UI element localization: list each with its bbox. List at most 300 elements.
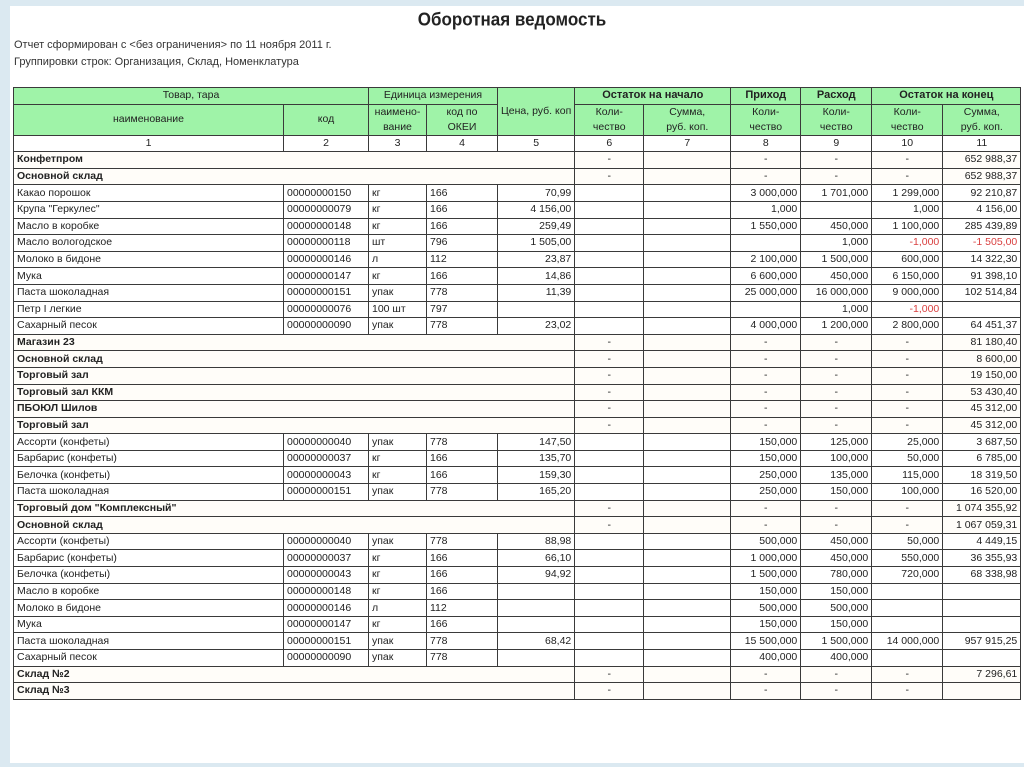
opening-sum <box>644 434 731 451</box>
expense-qty: 100,000 <box>801 450 872 467</box>
opening-qty: - <box>575 384 644 401</box>
opening-qty <box>575 484 644 501</box>
item-okei: 166 <box>427 185 498 202</box>
closing-sum: 92 210,87 <box>943 185 1021 202</box>
turnover-table <box>13 87 1021 700</box>
item-unit: кг <box>369 583 427 600</box>
opening-sum <box>644 616 731 633</box>
header-row-1 <box>14 88 1021 105</box>
closing-sum: 16 520,00 <box>943 484 1021 501</box>
income-qty: - <box>731 401 801 418</box>
opening-qty <box>575 567 644 584</box>
col-number: 9 <box>801 135 872 152</box>
item-okei: 166 <box>427 550 498 567</box>
item-price <box>498 650 575 667</box>
income-qty: - <box>731 367 801 384</box>
header-name: наименование <box>14 104 284 135</box>
item-okei: 778 <box>427 484 498 501</box>
opening-qty: - <box>575 152 644 169</box>
warehouse-row <box>14 351 1021 368</box>
item-unit: кг <box>369 185 427 202</box>
opening-sum <box>644 351 731 368</box>
item-name: Белочка (конфеты) <box>14 567 284 584</box>
income-qty: 250,000 <box>731 484 801 501</box>
closing-qty: 6 150,000 <box>872 268 943 285</box>
closing-sum: -1 505,00 <box>943 235 1021 252</box>
warehouse-row <box>14 367 1021 384</box>
item-code: 00000000040 <box>284 533 369 550</box>
expense-qty: 450,000 <box>801 218 872 235</box>
item-code: 00000000090 <box>284 650 369 667</box>
item-okei: 166 <box>427 567 498 584</box>
header-close-sum: Сумма, руб. коп. <box>943 104 1021 135</box>
income-qty: 1 550,000 <box>731 218 801 235</box>
opening-sum <box>644 218 731 235</box>
closing-sum: 81 180,40 <box>943 334 1021 351</box>
opening-qty <box>575 218 644 235</box>
item-code: 00000000148 <box>284 583 369 600</box>
opening-qty <box>575 450 644 467</box>
closing-qty: 1 100,000 <box>872 218 943 235</box>
income-qty: - <box>731 168 801 185</box>
header-income: Приход <box>731 88 801 105</box>
opening-qty <box>575 633 644 650</box>
opening-sum <box>644 334 731 351</box>
expense-qty: - <box>801 152 872 169</box>
opening-qty: - <box>575 683 644 700</box>
item-unit: кг <box>369 550 427 567</box>
item-unit: упак <box>369 284 427 301</box>
item-okei: 778 <box>427 650 498 667</box>
closing-qty: - <box>872 367 943 384</box>
opening-sum <box>644 666 731 683</box>
opening-qty <box>575 533 644 550</box>
closing-sum: 19 150,00 <box>943 367 1021 384</box>
closing-sum: 1 074 355,92 <box>943 500 1021 517</box>
item-unit: кг <box>369 218 427 235</box>
opening-sum <box>644 633 731 650</box>
opening-sum <box>644 583 731 600</box>
income-qty: - <box>731 417 801 434</box>
income-qty: 150,000 <box>731 616 801 633</box>
income-qty: 3 000,000 <box>731 185 801 202</box>
item-name: Молоко в бидоне <box>14 600 284 617</box>
col-number: 1 <box>14 135 284 152</box>
warehouse-name: Торговый зал ККМ <box>14 384 575 401</box>
opening-sum <box>644 517 731 534</box>
item-okei: 166 <box>427 616 498 633</box>
item-name: Масло в коробке <box>14 218 284 235</box>
col-number: 2 <box>284 135 369 152</box>
opening-qty: - <box>575 401 644 418</box>
income-qty: - <box>731 152 801 169</box>
expense-qty: - <box>801 683 872 700</box>
item-name: Ассорти (конфеты) <box>14 533 284 550</box>
closing-sum: 68 338,98 <box>943 567 1021 584</box>
item-row <box>14 650 1021 667</box>
closing-qty: 1,000 <box>872 201 943 218</box>
opening-qty <box>575 201 644 218</box>
closing-sum: 4 156,00 <box>943 201 1021 218</box>
closing-sum <box>943 301 1021 318</box>
item-okei: 166 <box>427 467 498 484</box>
item-unit: л <box>369 251 427 268</box>
item-row <box>14 600 1021 617</box>
closing-qty: - <box>872 351 943 368</box>
header-closing: Остаток на конец <box>872 88 1021 105</box>
item-name: Ассорти (конфеты) <box>14 434 284 451</box>
col-number: 4 <box>427 135 498 152</box>
opening-qty <box>575 318 644 335</box>
header-price <box>498 88 575 136</box>
income-qty: - <box>731 500 801 517</box>
item-code: 00000000037 <box>284 450 369 467</box>
opening-qty: - <box>575 417 644 434</box>
item-unit: кг <box>369 450 427 467</box>
item-code: 00000000079 <box>284 201 369 218</box>
income-qty <box>731 235 801 252</box>
warehouse-row <box>14 168 1021 185</box>
closing-qty: - <box>872 168 943 185</box>
item-row <box>14 268 1021 285</box>
report-title: Оборотная ведомость <box>417 9 607 30</box>
item-name: Петр I легкие <box>14 301 284 318</box>
income-qty: 400,000 <box>731 650 801 667</box>
item-price: 165,20 <box>498 484 575 501</box>
item-name: Крупа "Геркулес" <box>14 201 284 218</box>
opening-sum <box>644 567 731 584</box>
item-code: 00000000043 <box>284 567 369 584</box>
closing-sum <box>943 600 1021 617</box>
expense-qty: - <box>801 351 872 368</box>
closing-qty: - <box>872 152 943 169</box>
item-okei: 112 <box>427 600 498 617</box>
organization-name: Торговый дом "Комплексный" <box>14 500 575 517</box>
warehouse-name: Торговый зал <box>14 367 575 384</box>
header-out-qty: Коли-чество <box>801 104 872 135</box>
header-in-qty: Коли-чество <box>731 104 801 135</box>
closing-sum: 45 312,00 <box>943 417 1021 434</box>
warehouse-row <box>14 666 1021 683</box>
item-price: 147,50 <box>498 434 575 451</box>
opening-qty: - <box>575 367 644 384</box>
item-code: 00000000146 <box>284 251 369 268</box>
closing-sum: 652 988,37 <box>943 152 1021 169</box>
closing-qty: 115,000 <box>872 467 943 484</box>
income-qty: 25 000,000 <box>731 284 801 301</box>
income-qty: 150,000 <box>731 450 801 467</box>
opening-sum <box>644 484 731 501</box>
opening-qty <box>575 251 644 268</box>
closing-qty: 550,000 <box>872 550 943 567</box>
item-code: 00000000151 <box>284 284 369 301</box>
expense-qty: 1 500,000 <box>801 251 872 268</box>
expense-qty: 1 200,000 <box>801 318 872 335</box>
closing-qty: - <box>872 334 943 351</box>
closing-qty: - <box>872 417 943 434</box>
opening-qty <box>575 600 644 617</box>
opening-qty <box>575 467 644 484</box>
expense-qty: 450,000 <box>801 533 872 550</box>
expense-qty: - <box>801 367 872 384</box>
item-name: Мука <box>14 268 284 285</box>
col-number: 5 <box>498 135 575 152</box>
income-qty: 150,000 <box>731 583 801 600</box>
item-name: Масло вологодское <box>14 235 284 252</box>
opening-sum <box>644 533 731 550</box>
organization-name: Конфетпром <box>14 152 575 169</box>
closing-qty <box>872 583 943 600</box>
expense-qty: - <box>801 401 872 418</box>
opening-qty <box>575 583 644 600</box>
organization-row <box>14 152 1021 169</box>
item-price: 68,42 <box>498 633 575 650</box>
item-unit: кг <box>369 467 427 484</box>
item-row <box>14 633 1021 650</box>
opening-sum <box>644 301 731 318</box>
item-unit: л <box>369 600 427 617</box>
opening-sum <box>644 600 731 617</box>
item-price <box>498 600 575 617</box>
closing-sum: 45 312,00 <box>943 401 1021 418</box>
closing-qty: - <box>872 517 943 534</box>
header-goods: Товар, тара <box>14 88 369 105</box>
income-qty: - <box>731 683 801 700</box>
item-name: Барбарис (конфеты) <box>14 450 284 467</box>
opening-qty <box>575 550 644 567</box>
item-okei: 778 <box>427 284 498 301</box>
opening-qty: - <box>575 500 644 517</box>
item-row <box>14 583 1021 600</box>
item-price: 14,86 <box>498 268 575 285</box>
header-expense: Расход <box>801 88 872 105</box>
closing-sum: 1 067 059,31 <box>943 517 1021 534</box>
item-unit: упак <box>369 484 427 501</box>
organization-row <box>14 401 1021 418</box>
expense-qty: 500,000 <box>801 600 872 617</box>
income-qty: - <box>731 666 801 683</box>
opening-qty <box>575 616 644 633</box>
item-row <box>14 201 1021 218</box>
opening-qty <box>575 268 644 285</box>
col-number: 6 <box>575 135 644 152</box>
warehouse-row <box>14 683 1021 700</box>
organization-name: Магазин 23 <box>14 334 575 351</box>
expense-qty: 150,000 <box>801 583 872 600</box>
opening-qty: - <box>575 666 644 683</box>
opening-sum <box>644 467 731 484</box>
organization-row <box>14 500 1021 517</box>
closing-qty: 50,000 <box>872 450 943 467</box>
closing-sum: 53 430,40 <box>943 384 1021 401</box>
income-qty: 500,000 <box>731 600 801 617</box>
item-code: 00000000151 <box>284 484 369 501</box>
closing-qty: - <box>872 401 943 418</box>
header-price-label: Цена, руб. коп <box>501 105 572 118</box>
item-row <box>14 301 1021 318</box>
warehouse-row <box>14 384 1021 401</box>
opening-sum <box>644 318 731 335</box>
item-code: 00000000147 <box>284 268 369 285</box>
expense-qty: 450,000 <box>801 550 872 567</box>
closing-qty: 720,000 <box>872 567 943 584</box>
item-price: 23,87 <box>498 251 575 268</box>
header-open-sum: Сумма, руб. коп. <box>644 104 731 135</box>
opening-sum <box>644 235 731 252</box>
warehouse-name: Торговый зал <box>14 417 575 434</box>
closing-qty: 50,000 <box>872 533 943 550</box>
closing-sum: 957 915,25 <box>943 633 1021 650</box>
item-price <box>498 301 575 318</box>
closing-qty: -1,000 <box>872 235 943 252</box>
opening-qty: - <box>575 517 644 534</box>
closing-qty: 100,000 <box>872 484 943 501</box>
report-period: Отчет сформирован с <без ограничения> по 11 ноября 2011 г. <box>14 39 332 51</box>
expense-qty: 150,000 <box>801 484 872 501</box>
item-name: Паста шоколадная <box>14 633 284 650</box>
opening-sum <box>644 185 731 202</box>
item-row <box>14 434 1021 451</box>
header-close-qty: Коли-чество <box>872 104 943 135</box>
warehouse-name: Склад №3 <box>14 683 575 700</box>
expense-qty: - <box>801 500 872 517</box>
report-grouping: Группировки строк: Организация, Склад, Номенклатура <box>14 56 299 68</box>
expense-qty: - <box>801 417 872 434</box>
item-price: 259,49 <box>498 218 575 235</box>
item-code: 00000000037 <box>284 550 369 567</box>
expense-qty: 1,000 <box>801 301 872 318</box>
closing-qty: - <box>872 500 943 517</box>
item-okei: 778 <box>427 533 498 550</box>
warehouse-name: Основной склад <box>14 168 575 185</box>
income-qty: 150,000 <box>731 434 801 451</box>
opening-sum <box>644 683 731 700</box>
opening-sum <box>644 284 731 301</box>
item-row <box>14 567 1021 584</box>
closing-qty <box>872 600 943 617</box>
expense-qty: 16 000,000 <box>801 284 872 301</box>
item-okei: 778 <box>427 434 498 451</box>
item-name: Молоко в бидоне <box>14 251 284 268</box>
table-body <box>14 152 1021 700</box>
closing-sum: 102 514,84 <box>943 284 1021 301</box>
item-price: 135,70 <box>498 450 575 467</box>
expense-qty <box>801 201 872 218</box>
item-name: Сахарный песок <box>14 650 284 667</box>
opening-sum <box>644 168 731 185</box>
closing-sum: 4 449,15 <box>943 533 1021 550</box>
opening-sum <box>644 650 731 667</box>
closing-qty: -1,000 <box>872 301 943 318</box>
col-number: 7 <box>644 135 731 152</box>
income-qty: 1 000,000 <box>731 550 801 567</box>
closing-sum <box>943 583 1021 600</box>
item-okei: 112 <box>427 251 498 268</box>
warehouse-row <box>14 417 1021 434</box>
income-qty: 1,000 <box>731 201 801 218</box>
header-code: код <box>284 104 369 135</box>
item-okei: 778 <box>427 318 498 335</box>
opening-sum <box>644 417 731 434</box>
opening-sum <box>644 500 731 517</box>
closing-sum: 652 988,37 <box>943 168 1021 185</box>
item-code: 00000000040 <box>284 434 369 451</box>
expense-qty: 780,000 <box>801 567 872 584</box>
item-code: 00000000151 <box>284 633 369 650</box>
item-okei: 166 <box>427 450 498 467</box>
income-qty: 250,000 <box>731 467 801 484</box>
income-qty: 1 500,000 <box>731 567 801 584</box>
item-okei: 166 <box>427 201 498 218</box>
opening-sum <box>644 367 731 384</box>
item-code: 00000000090 <box>284 318 369 335</box>
item-name: Какао порошок <box>14 185 284 202</box>
item-unit: кг <box>369 268 427 285</box>
item-code: 00000000147 <box>284 616 369 633</box>
item-price: 159,30 <box>498 467 575 484</box>
item-code: 00000000118 <box>284 235 369 252</box>
opening-sum <box>644 251 731 268</box>
expense-qty: - <box>801 384 872 401</box>
opening-qty <box>575 434 644 451</box>
item-row <box>14 251 1021 268</box>
item-unit: 100 шт <box>369 301 427 318</box>
item-price: 1 505,00 <box>498 235 575 252</box>
item-okei: 166 <box>427 218 498 235</box>
opening-qty <box>575 185 644 202</box>
item-code: 00000000043 <box>284 467 369 484</box>
expense-qty: 1 701,000 <box>801 185 872 202</box>
closing-qty: - <box>872 666 943 683</box>
item-price: 88,98 <box>498 533 575 550</box>
item-row <box>14 318 1021 335</box>
closing-qty: - <box>872 683 943 700</box>
closing-sum: 14 322,30 <box>943 251 1021 268</box>
item-okei: 778 <box>427 633 498 650</box>
opening-sum <box>644 384 731 401</box>
closing-qty: 600,000 <box>872 251 943 268</box>
item-code: 00000000148 <box>284 218 369 235</box>
col-number: 10 <box>872 135 943 152</box>
item-price: 11,39 <box>498 284 575 301</box>
organization-row <box>14 334 1021 351</box>
item-price <box>498 583 575 600</box>
opening-sum <box>644 401 731 418</box>
income-qty: 6 600,000 <box>731 268 801 285</box>
expense-qty: 450,000 <box>801 268 872 285</box>
col-number: 8 <box>731 135 801 152</box>
closing-qty: 9 000,000 <box>872 284 943 301</box>
header-unit: Единица измерения <box>369 88 498 105</box>
item-unit: шт <box>369 235 427 252</box>
expense-qty: - <box>801 517 872 534</box>
income-qty <box>731 301 801 318</box>
closing-sum: 8 600,00 <box>943 351 1021 368</box>
closing-sum <box>943 683 1021 700</box>
closing-qty: 2 800,000 <box>872 318 943 335</box>
warehouse-row <box>14 517 1021 534</box>
expense-qty: 150,000 <box>801 616 872 633</box>
item-price <box>498 616 575 633</box>
income-qty: 500,000 <box>731 533 801 550</box>
item-price: 94,92 <box>498 567 575 584</box>
item-name: Паста шоколадная <box>14 284 284 301</box>
item-name: Барбарис (конфеты) <box>14 550 284 567</box>
closing-qty: 25,000 <box>872 434 943 451</box>
item-unit: упак <box>369 318 427 335</box>
closing-qty: 14 000,000 <box>872 633 943 650</box>
item-price: 66,10 <box>498 550 575 567</box>
